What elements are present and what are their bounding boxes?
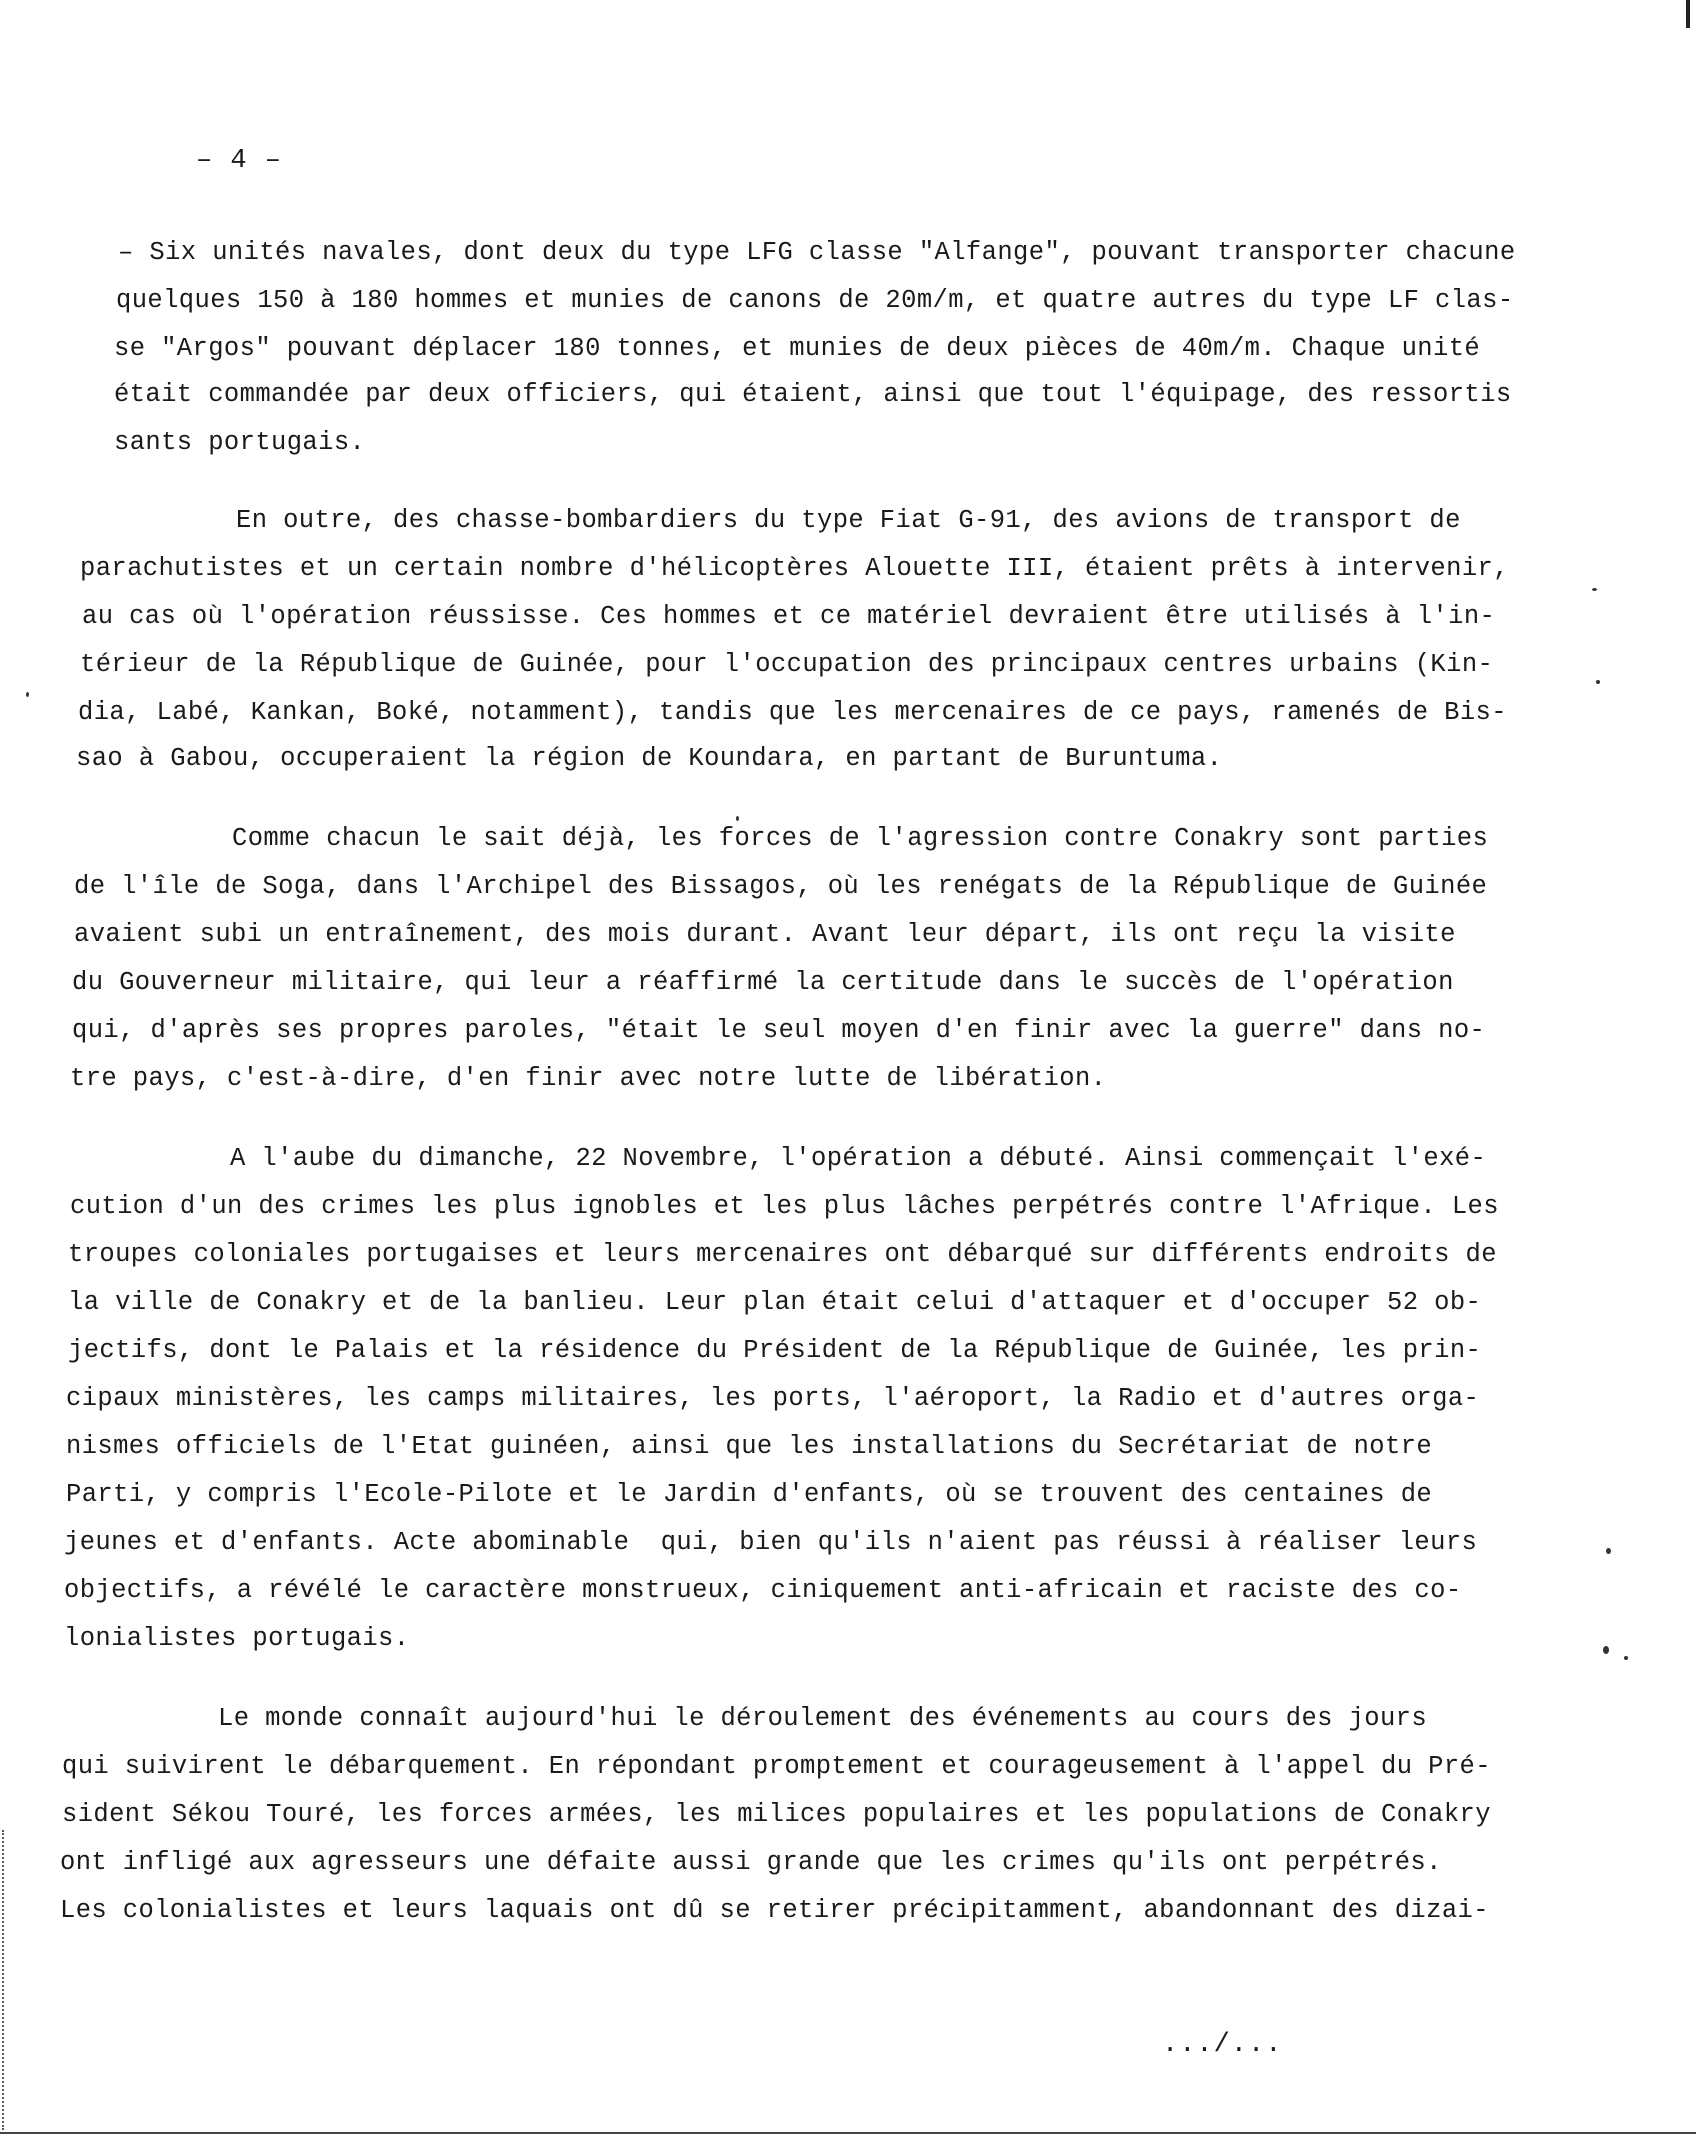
text-line: Comme chacun le sait déjà, les forces de l'agression contre Conakry sont parties	[232, 824, 1489, 853]
text-line: ont infligé aux agresseurs une défaite aussi grande que les crimes qu'ils ont perpétrés.	[60, 1848, 1442, 1877]
text-line: se "Argos" pouvant déplacer 180 tonnes, et munies de deux pièces de 40m/m. Chaque unité	[114, 334, 1481, 363]
text-line: au cas où l'opération réussisse. Ces hommes et ce matériel devraient être utilisés à l'in-	[82, 602, 1496, 631]
text-line: sao à Gabou, occuperaient la région de Koundara, en partant de Buruntuma.	[76, 744, 1223, 773]
text-line: dia, Labé, Kankan, Boké, notamment), tandis que les mercenaires de ce pays, ramenés de Bis-	[78, 698, 1507, 727]
text-line: Les colonialistes et leurs laquais ont dû se retirer précipitamment, abandonnant des dizai-	[60, 1896, 1489, 1925]
text-line: cution d'un des crimes les plus ignobles et les plus lâches perpétrés contre l'Afrique. Les	[70, 1192, 1499, 1221]
text-line: qui suivirent le débarquement. En répondant promptement et courageusement à l'appel du Pré-	[62, 1752, 1491, 1781]
text-line: A l'aube du dimanche, 22 Novembre, l'opération a débuté. Ainsi commençait l'exé-	[230, 1144, 1487, 1173]
scan-speck	[1592, 588, 1597, 591]
text-line: avaient subi un entraînement, des mois durant. Avant leur départ, ils ont reçu la visite	[74, 920, 1456, 949]
continuation-mark: .../...	[1162, 2030, 1283, 2060]
scan-speck	[1624, 1656, 1628, 1660]
scan-speck	[1603, 1646, 1609, 1654]
text-line: – Six unités navales, dont deux du type LFG classe "Alfange", pouvant transporter chacune	[118, 238, 1516, 267]
scan-speck	[1606, 1548, 1611, 1554]
text-line: objectifs, a révélé le caractère monstrueux, ciniquement anti-africain et raciste des co-	[64, 1576, 1462, 1605]
text-line: lonialistes portugais.	[64, 1624, 410, 1653]
scan-edge-mark	[2, 1830, 7, 2130]
text-line: jeunes et d'enfants. Acte abominable qui, bien qu'ils n'aient pas réussi à réaliser leurs	[64, 1528, 1478, 1557]
scan-edge-mark	[0, 2132, 1696, 2134]
scan-speck	[1596, 680, 1600, 684]
scan-speck	[26, 692, 29, 697]
text-line: nismes officiels de l'Etat guinéen, ainsi que les installations du Secrétariat de notre	[66, 1432, 1433, 1461]
text-line: tre pays, c'est-à-dire, d'en finir avec notre lutte de libération.	[70, 1064, 1107, 1093]
text-line: la ville de Conakry et de la banlieu. Leur plan était celui d'attaquer et d'occuper 52 ob-	[68, 1288, 1482, 1317]
text-line: du Gouverneur militaire, qui leur a réaffirmé la certitude dans le succès de l'opération	[72, 968, 1454, 997]
text-line: sants portugais.	[114, 428, 366, 457]
text-line: qui, d'après ses propres paroles, "était le seul moyen d'en finir avec la guerre" dans no-	[72, 1016, 1486, 1045]
text-line: En outre, des chasse-bombardiers du type Fiat G-91, des avions de transport de	[236, 506, 1461, 535]
scan-edge-mark	[1686, 0, 1690, 28]
text-line: Le monde connaît aujourd'hui le déroulement des événements au cours des jours	[218, 1704, 1428, 1733]
text-line: jectifs, dont le Palais et la résidence du Président de la République de Guinée, les prin-	[68, 1336, 1482, 1365]
text-line: cipaux ministères, les camps militaires, les ports, l'aéroport, la Radio et d'autres orga-	[66, 1384, 1480, 1413]
text-line: sident Sékou Touré, les forces armées, les milices populaires et les populations de Conakry	[62, 1800, 1491, 1829]
text-line: était commandée par deux officiers, qui étaient, ainsi que tout l'équipage, des ressortis	[114, 380, 1512, 409]
scan-speck	[736, 816, 739, 821]
text-line: de l'île de Soga, dans l'Archipel des Bissagos, où les renégats de la République de Guinée	[74, 872, 1488, 901]
text-line: Parti, y compris l'Ecole-Pilote et le Jardin d'enfants, où se trouvent des centaines de	[66, 1480, 1433, 1509]
text-line: parachutistes et un certain nombre d'hélicoptères Alouette III, étaient prêts à intervenir,	[80, 554, 1509, 583]
text-line: térieur de la République de Guinée, pour l'occupation des principaux centres urbains (Kin-	[80, 650, 1494, 679]
text-line: quelques 150 à 180 hommes et munies de canons de 20m/m, et quatre autres du type LF clas-	[116, 286, 1514, 315]
text-line: troupes coloniales portugaises et leurs mercenaires ont débarqué sur différents endroits de	[68, 1240, 1497, 1269]
page-number: – 4 –	[196, 146, 283, 176]
